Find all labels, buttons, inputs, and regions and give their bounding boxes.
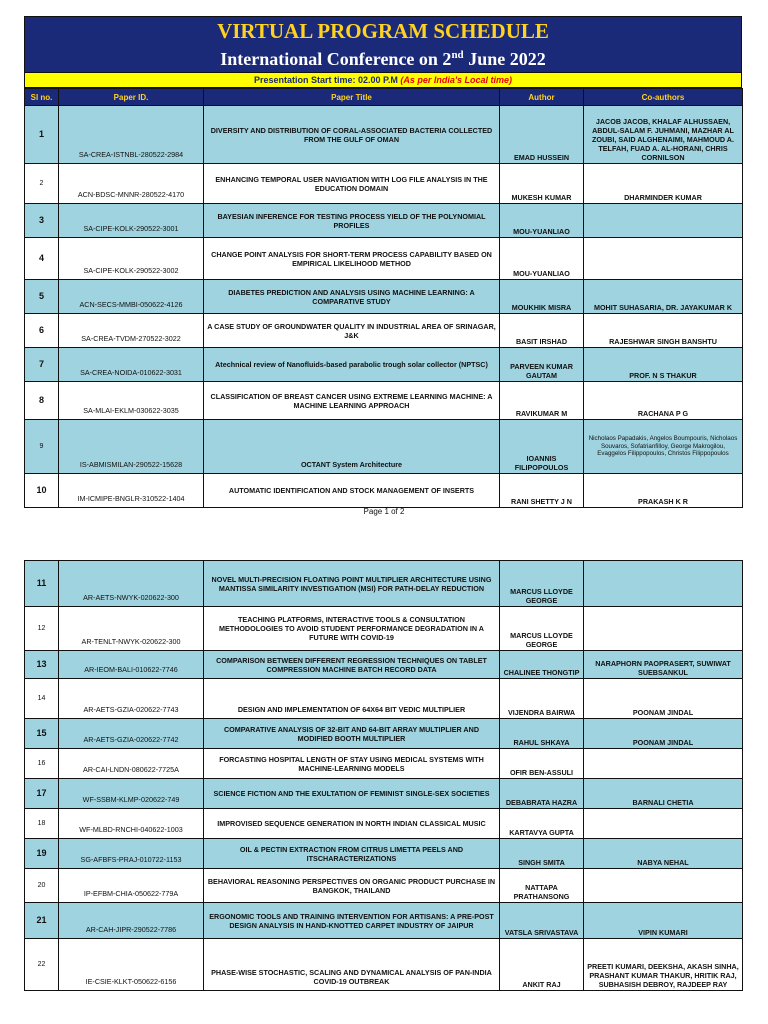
author-cell: RANI SHETTY J N	[500, 474, 584, 508]
coauthors-cell: PRAKASH K R	[584, 474, 743, 508]
paper-id-cell: WF-SSBM-KLMP-020622-749	[59, 779, 204, 809]
table-row	[25, 164, 743, 204]
schedule-table-page-1	[24, 88, 743, 508]
author-cell: EMAD HUSSEIN	[500, 106, 584, 164]
paper-title-cell: FORCASTING HOSPITAL LENGTH OF STAY USING MEDICAL SYSTEMS WITH MACHINE-LEARNING MODELS	[204, 749, 500, 779]
table-row	[25, 561, 743, 607]
coauthors-cell: VIPIN KUMARI	[584, 903, 743, 939]
col-author-header: Author	[500, 89, 584, 106]
paper-title-cell: AUTOMATIC IDENTIFICATION AND STOCK MANAGEMENT OF INSERTS	[204, 474, 500, 508]
sl-cell: 13	[25, 651, 59, 679]
paper-id-cell: SA-CREA-ISTNBL-280522-2984	[59, 106, 204, 164]
sl-cell: 4	[25, 238, 59, 280]
author-cell: CHALINEE THONGTIP	[500, 651, 584, 679]
table-body-page-1	[25, 106, 743, 508]
paper-title-cell: DIABETES PREDICTION AND ANALYSIS USING MACHINE LEARNING: A COMPARATIVE STUDY	[204, 280, 500, 314]
table-row	[25, 809, 743, 839]
paper-title-cell: CHANGE POINT ANALYSIS FOR SHORT-TERM PROCESS CAPABILITY BASED ON EMPIRICAL LIKELIHOOD METHOD	[204, 238, 500, 280]
paper-id-cell: SA-CREA-TVDM-270522-3022	[59, 314, 204, 348]
table-row	[25, 106, 743, 164]
author-cell: VIJENDRA BAIRWA	[500, 679, 584, 719]
table-row	[25, 779, 743, 809]
paper-title-cell: DESIGN AND IMPLEMENTATION OF 64X64 BIT VEDIC MULTIPLIER	[204, 679, 500, 719]
coauthors-cell: NARAPHORN PAOPRASERT, SUWIWAT SUEBSANKUL	[584, 651, 743, 679]
coauthors-cell: PREETI KUMARI, DEEKSHA, AKASH SINHA, PRASHANT KUMAR THAKUR, HRITIK RAJ, SUBHASISH DEBROY, RAJDEEP RAY	[584, 939, 743, 991]
sl-cell: 2	[25, 164, 59, 204]
paper-title-cell: TEACHING PLATFORMS, INTERACTIVE TOOLS & CONSULTATION METHODOLOGIES TO AVOID STUDENT PERFORMANCE DEGRADATION IN A FUTURE WITH COVID-19	[204, 607, 500, 651]
paper-id-cell: IM-ICMIPE-BNGLR-310522-1404	[59, 474, 204, 508]
sl-cell: 3	[25, 204, 59, 238]
start-time-note: (As per India's Local time)	[400, 75, 513, 85]
coauthors-cell: BARNALI CHETIA	[584, 779, 743, 809]
paper-title-cell: BEHAVIORAL REASONING PERSPECTIVES ON ORGANIC PRODUCT PURCHASE IN BANGKOK, THAILAND	[204, 869, 500, 903]
author-cell: MUKESH KUMAR	[500, 164, 584, 204]
author-cell: RAVIKUMAR M	[500, 382, 584, 420]
coauthors-cell: JACOB JACOB, KHALAF ALHUSSAEN, ABDUL-SALAM F. JUHMANI, MAZHAR AL ZOUBI, SAID ALGHENAIMI, MAHMOUD A. TELFAH, FUAD A. AL-HORANI, CHRIS CORNILSON	[584, 106, 743, 164]
coauthors-cell: PROF. N S THAKUR	[584, 348, 743, 382]
sl-cell: 16	[25, 749, 59, 779]
paper-title-cell: CLASSIFICATION OF BREAST CANCER USING EXTREME LEARNING MACHINE: A MACHINE LEARNING APPROACH	[204, 382, 500, 420]
coauthors-cell: NABYA NEHAL	[584, 839, 743, 869]
author-cell: VATSLA SRIVASTAVA	[500, 903, 584, 939]
table-row	[25, 314, 743, 348]
author-cell: OFIR BEN-ASSULI	[500, 749, 584, 779]
paper-title-cell: A CASE STUDY OF GROUNDWATER QUALITY IN INDUSTRIAL AREA OF SRINAGAR, J&K	[204, 314, 500, 348]
coauthors-cell: POONAM JINDAL	[584, 679, 743, 719]
paper-id-cell: SA-CIPE-KOLK-290522-3001	[59, 204, 204, 238]
paper-id-cell: IE-CSIE-KLKT-050622-6156	[59, 939, 204, 991]
page-number: Page 1 of 2	[363, 507, 405, 516]
paper-id-cell: AR-CAI-LNDN-080622-7725A	[59, 749, 204, 779]
paper-id-cell: SA-CREA-NOIDA-010622-3031	[59, 348, 204, 382]
paper-title-cell: Atechnical review of Nanofluids-based parabolic trough solar collector (NPTSC)	[204, 348, 500, 382]
sl-cell: 12	[25, 607, 59, 651]
author-cell: MOU-YUANLIAO	[500, 238, 584, 280]
table-row	[25, 719, 743, 749]
paper-id-cell: IP-EFBM-CHIA-050622-779A	[59, 869, 204, 903]
author-cell: MARCUS LLOYDE GEORGE	[500, 561, 584, 607]
table-row	[25, 869, 743, 903]
sl-cell: 7	[25, 348, 59, 382]
coauthors-cell: RAJESHWAR SINGH BANSHTU	[584, 314, 743, 348]
paper-id-cell: ACN-BDSC-MNNR-280522-4170	[59, 164, 204, 204]
table-row	[25, 474, 743, 508]
table-row	[25, 679, 743, 719]
table-row	[25, 939, 743, 991]
table-row	[25, 280, 743, 314]
subtitle-text: International Conference on 2	[220, 49, 452, 69]
sl-cell: 20	[25, 869, 59, 903]
coauthors-cell: POONAM JINDAL	[584, 719, 743, 749]
author-cell: MOU-YUANLIAO	[500, 204, 584, 238]
sl-cell: 14	[25, 679, 59, 719]
author-cell: MOUKHIK MISRA	[500, 280, 584, 314]
col-sl-header: Sl no.	[25, 89, 59, 106]
sl-cell: 15	[25, 719, 59, 749]
author-cell: RAHUL SHKAYA	[500, 719, 584, 749]
paper-id-cell: AR-AETS-GZIA-020622-7742	[59, 719, 204, 749]
col-title-header: Paper Title	[204, 89, 500, 106]
table-row	[25, 204, 743, 238]
col-paperid-header: Paper ID.	[59, 89, 204, 106]
sl-cell: 9	[25, 420, 59, 474]
sl-cell: 1	[25, 106, 59, 164]
schedule-title: VIRTUAL PROGRAM SCHEDULE	[217, 19, 549, 43]
sl-cell: 11	[25, 561, 59, 607]
table-row	[25, 348, 743, 382]
paper-id-cell: WF-MLBD-RNCHI-040622-1003	[59, 809, 204, 839]
paper-title-cell: IMPROVISED SEQUENCE GENERATION IN NORTH INDIAN CLASSICAL MUSIC	[204, 809, 500, 839]
coauthors-cell: DHARMINDER KUMAR	[584, 164, 743, 204]
paper-title-cell: OCTANT System Architecture	[204, 420, 500, 474]
paper-title-cell: NOVEL MULTI-PRECISION FLOATING POINT MULTIPLIER ARCHITECTURE USING MANTISSA SIMILARITY INVESTIGATION (MSI) FOR PATH-DELAY REDUCTION	[204, 561, 500, 607]
coauthors-cell	[584, 809, 743, 839]
sl-cell: 21	[25, 903, 59, 939]
author-cell: SINGH SMITA	[500, 839, 584, 869]
sl-cell: 17	[25, 779, 59, 809]
paper-id-cell: AR-IEOM-BALI-010622-7746	[59, 651, 204, 679]
subtitle-sup: nd	[451, 49, 464, 61]
paper-id-cell: SA-CIPE-KOLK-290522-3002	[59, 238, 204, 280]
paper-title-cell: ENHANCING TEMPORAL USER NAVIGATION WITH LOG FILE ANALYSIS IN THE EDUCATION DOMAIN	[204, 164, 500, 204]
coauthors-cell: Nicholaos Papadakis, Angelos Boumpouris, Nicholaos Souvaros, Sofatrianfilloy, George Makrogilou, Evaggelos Filippopoulos, Christos Filippopoulos	[584, 420, 743, 474]
paper-title-cell: ERGONOMIC TOOLS AND TRAINING INTERVENTION FOR ARTISANS: A PRE-POST DESIGN ANALYSIS IN HAND-KNOTTED CARPET INDUSTRY OF JAIPUR	[204, 903, 500, 939]
col-coauthors-header: Co-authors	[584, 89, 743, 106]
sl-cell: 18	[25, 809, 59, 839]
start-time-text: Presentation Start time: 02.00 P.M	[253, 75, 401, 85]
schedule-banner	[24, 16, 742, 73]
paper-title-cell: COMPARATIVE ANALYSIS OF 32-BIT AND 64-BIT ARRAY MULTIPLIER AND MODIFIED BOOTH MULTIPLIER	[204, 719, 500, 749]
author-cell: KARTAVYA GUPTA	[500, 809, 584, 839]
start-time-bar	[24, 73, 742, 88]
conference-subtitle	[25, 43, 741, 72]
table-row	[25, 382, 743, 420]
paper-id-cell: AR-AETS-NWYK-020622-300	[59, 561, 204, 607]
table-row	[25, 651, 743, 679]
subtitle-date: June 2022	[463, 49, 546, 69]
sl-cell: 10	[25, 474, 59, 508]
paper-title-cell: PHASE-WISE STOCHASTIC, SCALING AND DYNAMICAL ANALYSIS OF PAN-INDIA COVID-19 OUTBREAK	[204, 939, 500, 991]
paper-title-cell: COMPARISON BETWEEN DIFFERENT REGRESSION TECHNIQUES ON TABLET COMPRESSION MACHINE BATCH RECORD DATA	[204, 651, 500, 679]
coauthors-cell	[584, 238, 743, 280]
table-header-row	[25, 89, 743, 106]
coauthors-cell	[584, 869, 743, 903]
paper-title-cell: DIVERSITY AND DISTRIBUTION OF CORAL-ASSOCIATED BACTERIA COLLECTED FROM THE GULF OF OMAN	[204, 106, 500, 164]
paper-id-cell: ACN-SECS-MMBI-050622-4126	[59, 280, 204, 314]
author-cell: ANKIT RAJ	[500, 939, 584, 991]
paper-id-cell: IS-ABMISMILAN-290522-15628	[59, 420, 204, 474]
paper-id-cell: SA-MLAI-EKLM-030622-3035	[59, 382, 204, 420]
schedule-page-2	[24, 560, 742, 991]
schedule-table-page-2	[24, 560, 743, 991]
coauthors-cell	[584, 561, 743, 607]
coauthors-cell: RACHANA P G	[584, 382, 743, 420]
sl-cell: 6	[25, 314, 59, 348]
table-row	[25, 238, 743, 280]
author-cell: DEBABRATA HAZRA	[500, 779, 584, 809]
paper-title-cell: OIL & PECTIN EXTRACTION FROM CITRUS LIMETTA PEELS AND ITSCHARACTERIZATIONS	[204, 839, 500, 869]
table-row	[25, 420, 743, 474]
paper-title-cell: SCIENCE FICTION AND THE EXULTATION OF FEMINIST SINGLE-SEX SOCIETIES	[204, 779, 500, 809]
paper-id-cell: AR-TENLT-NWYK-020622-300	[59, 607, 204, 651]
paper-id-cell: AR-CAH-JIPR-290522-7786	[59, 903, 204, 939]
author-cell: IOANNIS FILIPOPOULOS	[500, 420, 584, 474]
table-row	[25, 903, 743, 939]
coauthors-cell	[584, 204, 743, 238]
table-body-page-2	[25, 561, 743, 991]
author-cell: PARVEEN KUMAR GAUTAM	[500, 348, 584, 382]
sl-cell: 19	[25, 839, 59, 869]
paper-id-cell: SG-AFBFS-PRAJ-010722-1153	[59, 839, 204, 869]
sl-cell: 5	[25, 280, 59, 314]
table-row	[25, 839, 743, 869]
paper-id-cell: AR-AETS-GZIA-020622-7743	[59, 679, 204, 719]
coauthors-cell	[584, 749, 743, 779]
sl-cell: 22	[25, 939, 59, 991]
table-row	[25, 749, 743, 779]
schedule-page-1	[24, 16, 742, 508]
sl-cell: 8	[25, 382, 59, 420]
author-cell: NATTAPA PRATHANSONG	[500, 869, 584, 903]
author-cell: MARCUS LLOYDE GEORGE	[500, 607, 584, 651]
coauthors-cell: MOHIT SUHASARIA, DR. JAYAKUMAR K	[584, 280, 743, 314]
coauthors-cell	[584, 607, 743, 651]
paper-title-cell: BAYESIAN INFERENCE FOR TESTING PROCESS YIELD OF THE POLYNOMIAL PROFILES	[204, 204, 500, 238]
table-row	[25, 607, 743, 651]
author-cell: BASIT IRSHAD	[500, 314, 584, 348]
